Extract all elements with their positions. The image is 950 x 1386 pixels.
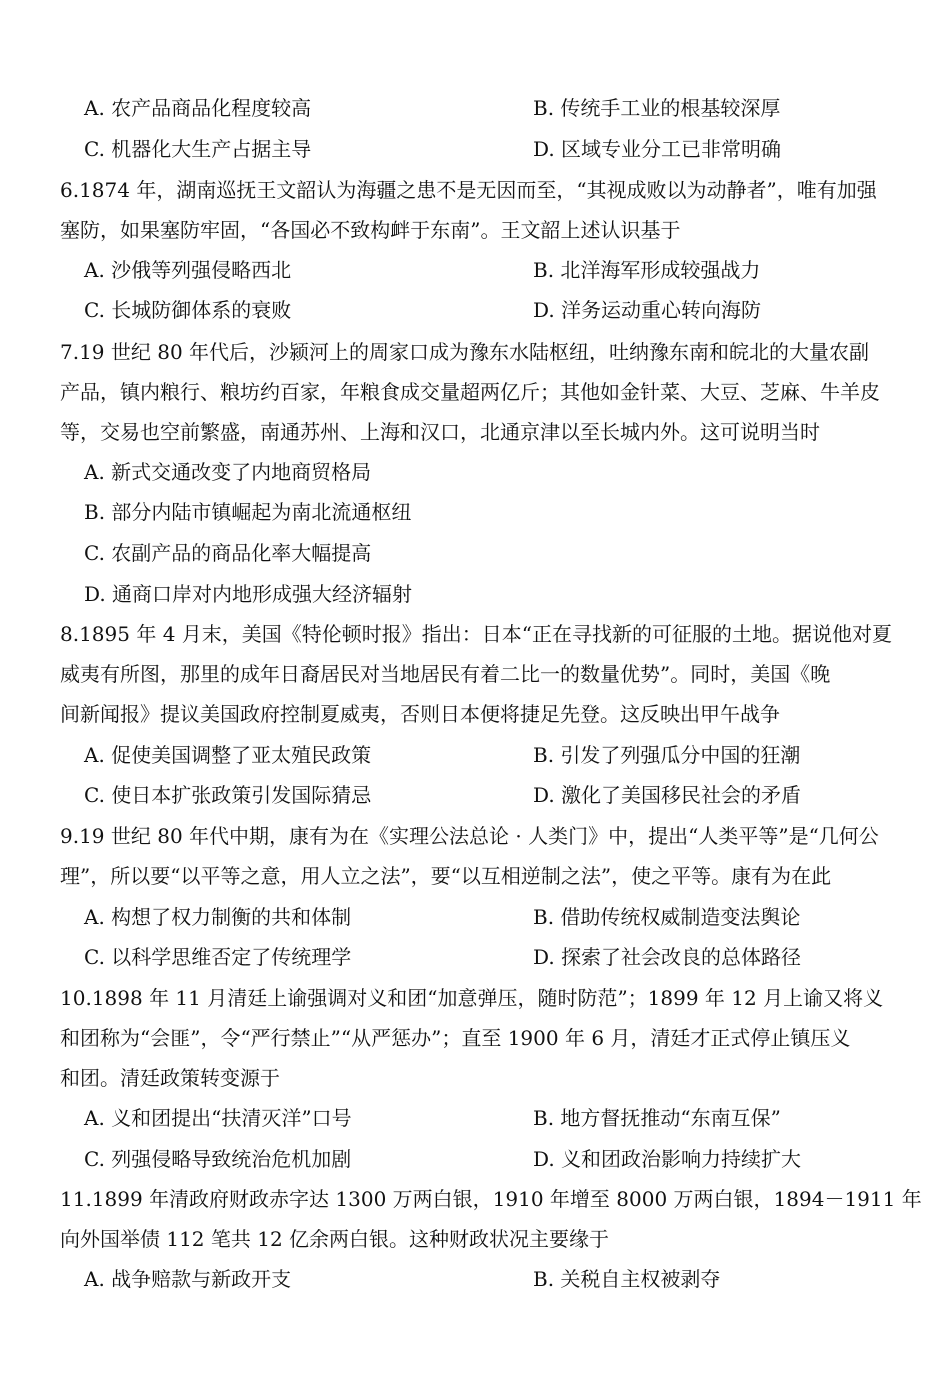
q9-option-c: C. 以科学思维否定了传统理学 [84, 945, 352, 969]
q10-option-d: D. 义和团政治影响力持续扩大 [533, 1147, 802, 1171]
q6-option-c: C. 长城防御体系的衰败 [84, 298, 292, 322]
q6-stem-line2: 塞防，如果塞防牢固，“各国必不致构衅于东南”。王文韶上述认识基于 [60, 218, 681, 242]
q10-stem-line1: 10.1898 年 11 月清廷上谕强调对义和团“加意弹压，随时防范”；1899 年 12 月上谕又将义 [60, 986, 884, 1010]
q11-stem-line2: 向外国举债 112 笔共 12 亿余两白银。这种财政状况主要缘于 [60, 1227, 610, 1251]
q10-option-c: C. 列强侵略导致统治危机加剧 [84, 1147, 352, 1171]
q8-option-d: D. 激化了美国移民社会的矛盾 [533, 783, 802, 807]
q7-stem-line2: 产品，镇内粮行、粮坊约百家，年粮食成交量超两亿斤；其他如金针菜、大豆、芝麻、牛羊皮 [60, 380, 880, 404]
q10-stem-line3: 和团。清廷政策转变源于 [60, 1066, 280, 1090]
q7-option-c: C. 农副产品的商品化率大幅提高 [84, 541, 372, 565]
q8-option-c: C. 使日本扩张政策引发国际猜忌 [84, 783, 372, 807]
q5-option-b: B. 传统手工业的根基较深厚 [533, 96, 781, 120]
q11-option-a: A. 战争赔款与新政开支 [84, 1267, 292, 1291]
q8-option-b: B. 引发了列强瓜分中国的狂潮 [533, 743, 801, 767]
q8-stem-line1: 8.1895 年 4 月末，美国《特伦顿时报》指出：日本“正在寻找新的可征服的土地。据说他对夏 [60, 622, 893, 646]
q8-stem-line3: 间新闻报》提议美国政府控制夏威夷，否则日本便将捷足先登。这反映出甲午战争 [60, 702, 780, 726]
q8-stem-line2: 威夷有所图，那里的成年日裔居民对当地居民有着二比一的数量优势”。同时，美国《晚 [60, 662, 831, 686]
q5-option-c: C. 机器化大生产占据主导 [84, 137, 312, 161]
q8-option-a: A. 促使美国调整了亚太殖民政策 [84, 743, 372, 767]
q7-stem-line3: 等，交易也空前繁盛，南通苏州、上海和汉口，北通京津以至长城内外。这可说明当时 [60, 420, 820, 444]
q9-stem-line1: 9.19 世纪 80 年代中期，康有为在《实理公法总论 · 人类门》中，提出“人类平等”是“几何公 [60, 824, 879, 848]
q7-option-b: B. 部分内陆市镇崛起为南北流通枢纽 [84, 500, 412, 524]
q11-option-b: B. 关税自主权被剥夺 [533, 1267, 721, 1291]
q9-option-d: D. 探索了社会改良的总体路径 [533, 945, 802, 969]
q10-stem-line2: 和团称为“会匪”，令“严行禁止”“从严惩办”；直至 1900 年 6 月，清廷才正式停止镇压义 [60, 1026, 851, 1050]
q10-option-b: B. 地方督抚推动“东南互保” [533, 1106, 781, 1130]
q7-option-a: A. 新式交通改变了内地商贸格局 [84, 460, 372, 484]
q9-option-b: B. 借助传统权威制造变法舆论 [533, 905, 801, 929]
q9-stem-line2: 理”，所以要“以平等之意，用人立之法”，要“以互相逆制之法”，使之平等。康有为在此 [60, 864, 832, 888]
q6-option-b: B. 北洋海军形成较强战力 [533, 258, 761, 282]
q5-option-a: A. 农产品商品化程度较高 [84, 96, 312, 120]
q6-option-a: A. 沙俄等列强侵略西北 [84, 258, 292, 282]
q6-option-d: D. 洋务运动重心转向海防 [533, 298, 762, 322]
q5-option-d: D. 区域专业分工已非常明确 [533, 137, 782, 161]
q11-stem-line1: 11.1899 年清政府财政赤字达 1300 万两白银，1910 年增至 8000 万两白银，1894－1911 年 [60, 1187, 922, 1211]
q7-option-d: D. 通商口岸对内地形成强大经济辐射 [84, 582, 413, 606]
q9-option-a: A. 构想了权力制衡的共和体制 [84, 905, 352, 929]
q6-stem-line1: 6.1874 年，湖南巡抚王文韶认为海疆之患不是无因而至，“其视成败以为动静者”，唯有加强 [60, 178, 877, 202]
q7-stem-line1: 7.19 世纪 80 年代后，沙颍河上的周家口成为豫东水陆枢纽，吐纳豫东南和皖北的大量农副 [60, 340, 870, 364]
q10-option-a: A. 义和团提出“扶清灭洋”口号 [84, 1106, 352, 1130]
